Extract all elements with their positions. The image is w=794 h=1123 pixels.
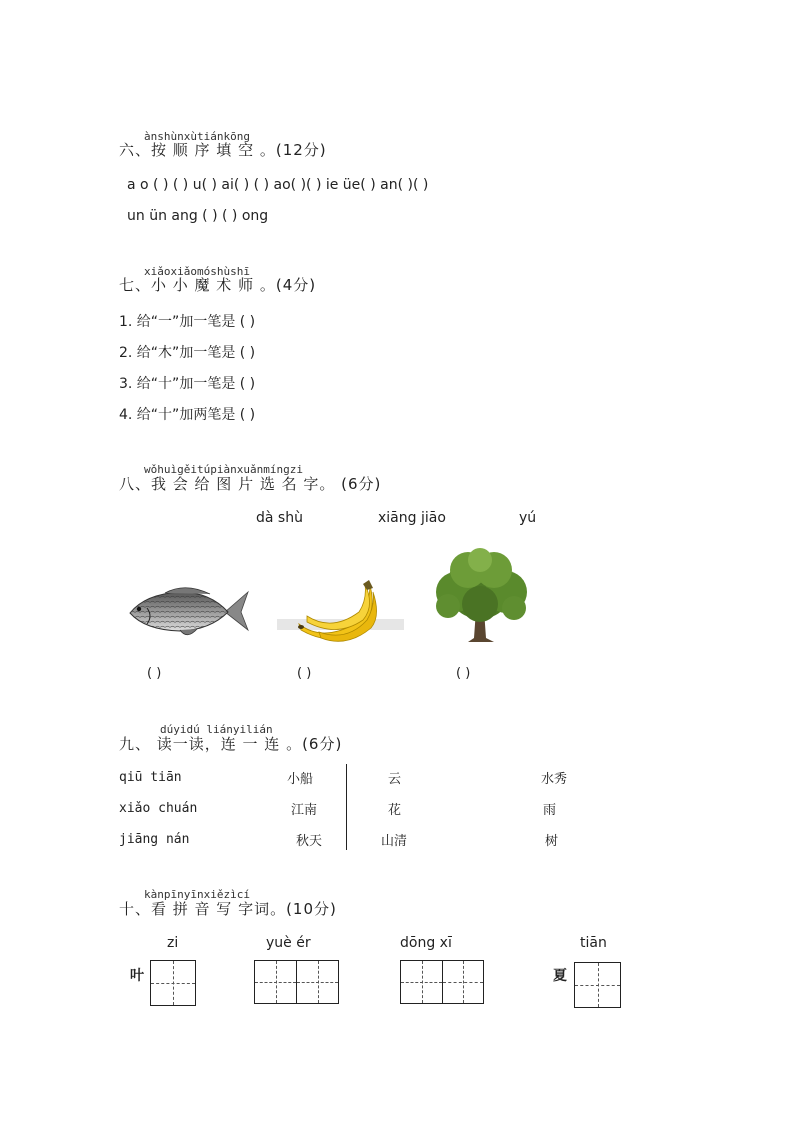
s10-pinyin-3: dōng xī bbox=[400, 935, 452, 951]
s9-word-3: 秋天 bbox=[296, 834, 323, 849]
s8-blank-3[interactable]: ( ) bbox=[456, 666, 471, 681]
s9-title: 九、 读一读，连 一 连 。(6分) bbox=[119, 735, 343, 753]
s10-pinyin-4: tiān bbox=[580, 935, 607, 951]
s8-word-2: xiāng jiāo bbox=[378, 510, 446, 526]
s7-item-3: 3. 给“十”加一笔是 ( ) bbox=[119, 376, 256, 392]
s9-pinyin-3: jiāng nán bbox=[119, 832, 190, 847]
tree-image bbox=[428, 548, 534, 644]
s9-pinyin-1: qiū tiān bbox=[119, 770, 182, 785]
s8-word-3: yú bbox=[519, 510, 537, 526]
writing-grid-1[interactable] bbox=[150, 960, 196, 1006]
s9-match-1: 水秀 bbox=[541, 772, 568, 787]
s9-match-3: 树 bbox=[545, 834, 559, 849]
s7-pinyin: xiǎoxiǎomóshùshī bbox=[144, 265, 250, 278]
s9-divider bbox=[346, 764, 347, 850]
s7-item-1: 1. 给“一”加一笔是 ( ) bbox=[119, 314, 256, 330]
s7-item-4: 4. 给“十”加两笔是 ( ) bbox=[119, 407, 256, 423]
banana-image bbox=[277, 580, 405, 648]
s10-pinyin-1: zi bbox=[167, 935, 179, 951]
s10-pinyin-2: yuè ér bbox=[266, 935, 311, 951]
s9-char-1: 云 bbox=[388, 772, 402, 787]
s9-match-2: 雨 bbox=[543, 803, 557, 818]
s8-blank-2[interactable]: ( ) bbox=[297, 666, 312, 681]
s9-word-2: 江南 bbox=[291, 803, 318, 818]
writing-grid-3[interactable] bbox=[400, 960, 484, 1004]
s7-title: 七、小 小 魔 术 师 。(4分) bbox=[119, 276, 317, 294]
fish-image bbox=[125, 580, 250, 642]
writing-grid-4[interactable] bbox=[574, 962, 621, 1008]
writing-grid-2[interactable] bbox=[254, 960, 339, 1004]
s10-title: 十、看 拼 音 写 字词。(10分) bbox=[119, 900, 337, 918]
s9-word-1: 小船 bbox=[287, 772, 314, 787]
s9-pinyin-2: xiǎo chuán bbox=[119, 801, 198, 816]
s9-char-3: 山清 bbox=[381, 834, 408, 849]
s6-row1: a o ( ) ( ) u( ) ai( ) ( ) ao( )( ) ie üe( ) an( )( ) bbox=[127, 177, 429, 193]
s9-char-2: 花 bbox=[388, 803, 402, 818]
s8-title: 八、我 会 给 图 片 选 名 字。 (6分) bbox=[119, 475, 382, 493]
s10-prefix-2: 夏 bbox=[553, 968, 567, 984]
s8-word-1: dà shù bbox=[256, 510, 303, 526]
s10-pinyin: kànpīnyīnxiězìcí bbox=[144, 888, 250, 901]
s6-pinyin: ànshùnxùtiánkōng bbox=[144, 130, 250, 143]
s6-row2: un ün ang ( ) ( ) ong bbox=[127, 208, 269, 224]
s9-pinyin: dúyidú liányilián bbox=[160, 723, 273, 736]
s10-prefix-1: 叶 bbox=[130, 968, 144, 984]
s6-title: 六、按 顺 序 填 空 。(12分) bbox=[119, 141, 327, 159]
s8-pinyin: wǒhuìgěitúpiànxuǎnmíngzi bbox=[144, 463, 303, 476]
s7-item-2: 2. 给“木”加一笔是 ( ) bbox=[119, 345, 256, 361]
s8-blank-1[interactable]: ( ) bbox=[147, 666, 162, 681]
